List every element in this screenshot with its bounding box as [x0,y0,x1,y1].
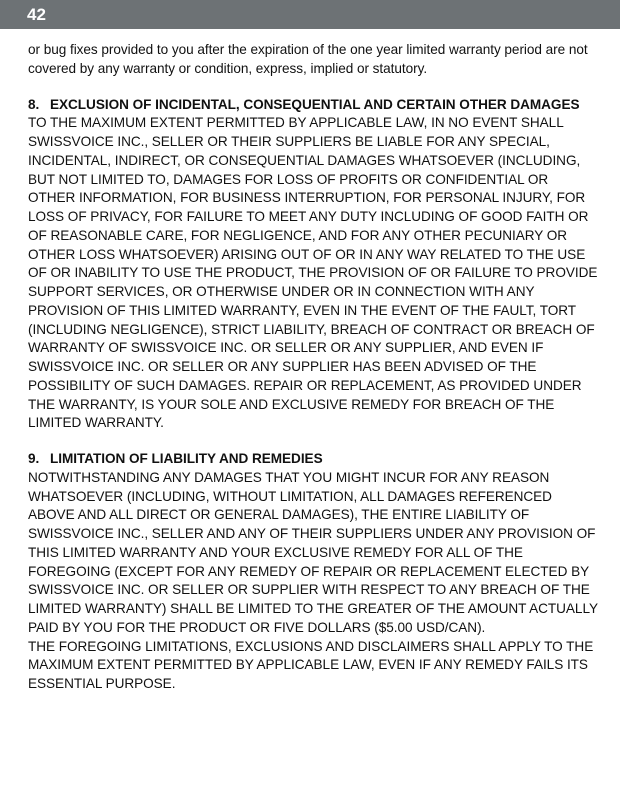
section-8 [28,96,598,434]
page-number: 42 [27,5,46,24]
section-number: 8. [28,96,40,112]
section-body: NOTWITHSTANDING ANY DAMAGES THAT YOU MIGHT INCUR FOR ANY REASON WHATSOEVER (INCLUDING, WITHOUT LIMITATION, ALL DAMAGES REFERENCED ABOVE AND ALL DIRECT OR GENERAL DAMAGES), THE ENTIRE LIABILITY OF SWISSVOICE INC., SELLER AND ANY OF THEIR SUPPLIERS UNDER ANY PROVISION OF THIS LIMITED WARRANTY AND YOUR EXCLUSIVE REMEDY FOR ALL OF THE FOREGOING (EXCEPT FOR ANY REMEDY OF REPAIR OR REPLACEMENT ELECTED BY SWISSVOICE INC. OR SELLER OR SUPPLIER WITH RESPECT TO ANY BREACH OF THE LIMITED WARRANTY) SHALL BE LIMITED TO THE GREATER OF THE AMOUNT ACTUALLY PAID BY YOU FOR THE PRODUCT OR FIVE DOLLARS ($5.00 USD/CAN). [28,469,598,635]
section-title: EXCLUSION OF INCIDENTAL, CONSEQUENTIAL AND CERTAIN OTHER DAMAGES [50,96,580,112]
document-body [28,41,598,694]
intro-paragraph: or bug fixes provided to you after the expiration of the one year limited warranty period are not covered by any warranty or condition, express, implied or statutory. [28,42,588,76]
page-header-bar [0,0,620,29]
section-9 [28,450,598,694]
section-body: TO THE MAXIMUM EXTENT PERMITTED BY APPLICABLE LAW, IN NO EVENT SHALL SWISSVOICE INC., SELLER OR THEIR SUPPLIERS BE LIABLE FOR ANY SPECIAL, INCIDENTAL, INDIRECT, OR CONSEQUENTIAL DAMAGES WHATSOEVER (INCLUDING, BUT NOT LIMITED TO, DAMAGES FOR LOSS OF PROFITS OR CONFIDENTIAL OR OTHER INFORMATION, FOR BUSINESS INTERRUPTION, FOR PERSONAL INJURY, FOR LOSS OF PRIVACY, FOR FAILURE TO MEET ANY DUTY INCLUDING OF GOOD FAITH OR OF REASONABLE CARE, FOR NEGLIGENCE, AND FOR ANY OTHER PECUNIARY OR OTHER LOSS WHATSOEVER) ARISING OUT OF OR IN ANY WAY RELATED TO THE USE OF OR INABILITY TO USE THE PRODUCT, THE PROVISION OF OR FAILURE TO PROVIDE SUPPORT SERVICES, OR OTHERWISE UNDER OR IN CONNECTION WITH ANY PROVISION OF THIS LIMITED WARRANTY, EVEN IN THE EVENT OF THE FAULT, TORT (INCLUDING NEGLIGENCE), STRICT LIABILITY, BREACH OF CONTRACT OR BREACH OF WARRANTY OF SWISSVOICE INC. OR SELLER OR ANY SUPPLIER, AND EVEN IF SWISSVOICE INC. OR SELLER OR ANY SUPPLIER HAS BEEN ADVISED OF THE POSSIBILITY OF SUCH DAMAGES. REPAIR OR REPLACEMENT, AS PROVIDED UNDER THE WARRANTY, IS YOUR SOLE AND EXCLUSIVE REMEDY FOR BREACH OF THE LIMITED WARRANTY. [28,115,598,431]
section-number: 9. [28,451,40,466]
section-heading [28,450,598,469]
section-title: LIMITATION OF LIABILITY AND REMEDIES [50,451,323,466]
section-extra-paragraph: THE FOREGOING LIMITATIONS, EXCLUSIONS AND DISCLAIMERS SHALL APPLY TO THE MAXIMUM EXTENT PERMITTED BY APPLICABLE LAW, EVEN IF ANY REMEDY FAILS ITS ESSENTIAL PURPOSE. [28,638,594,691]
section-heading [28,96,598,115]
